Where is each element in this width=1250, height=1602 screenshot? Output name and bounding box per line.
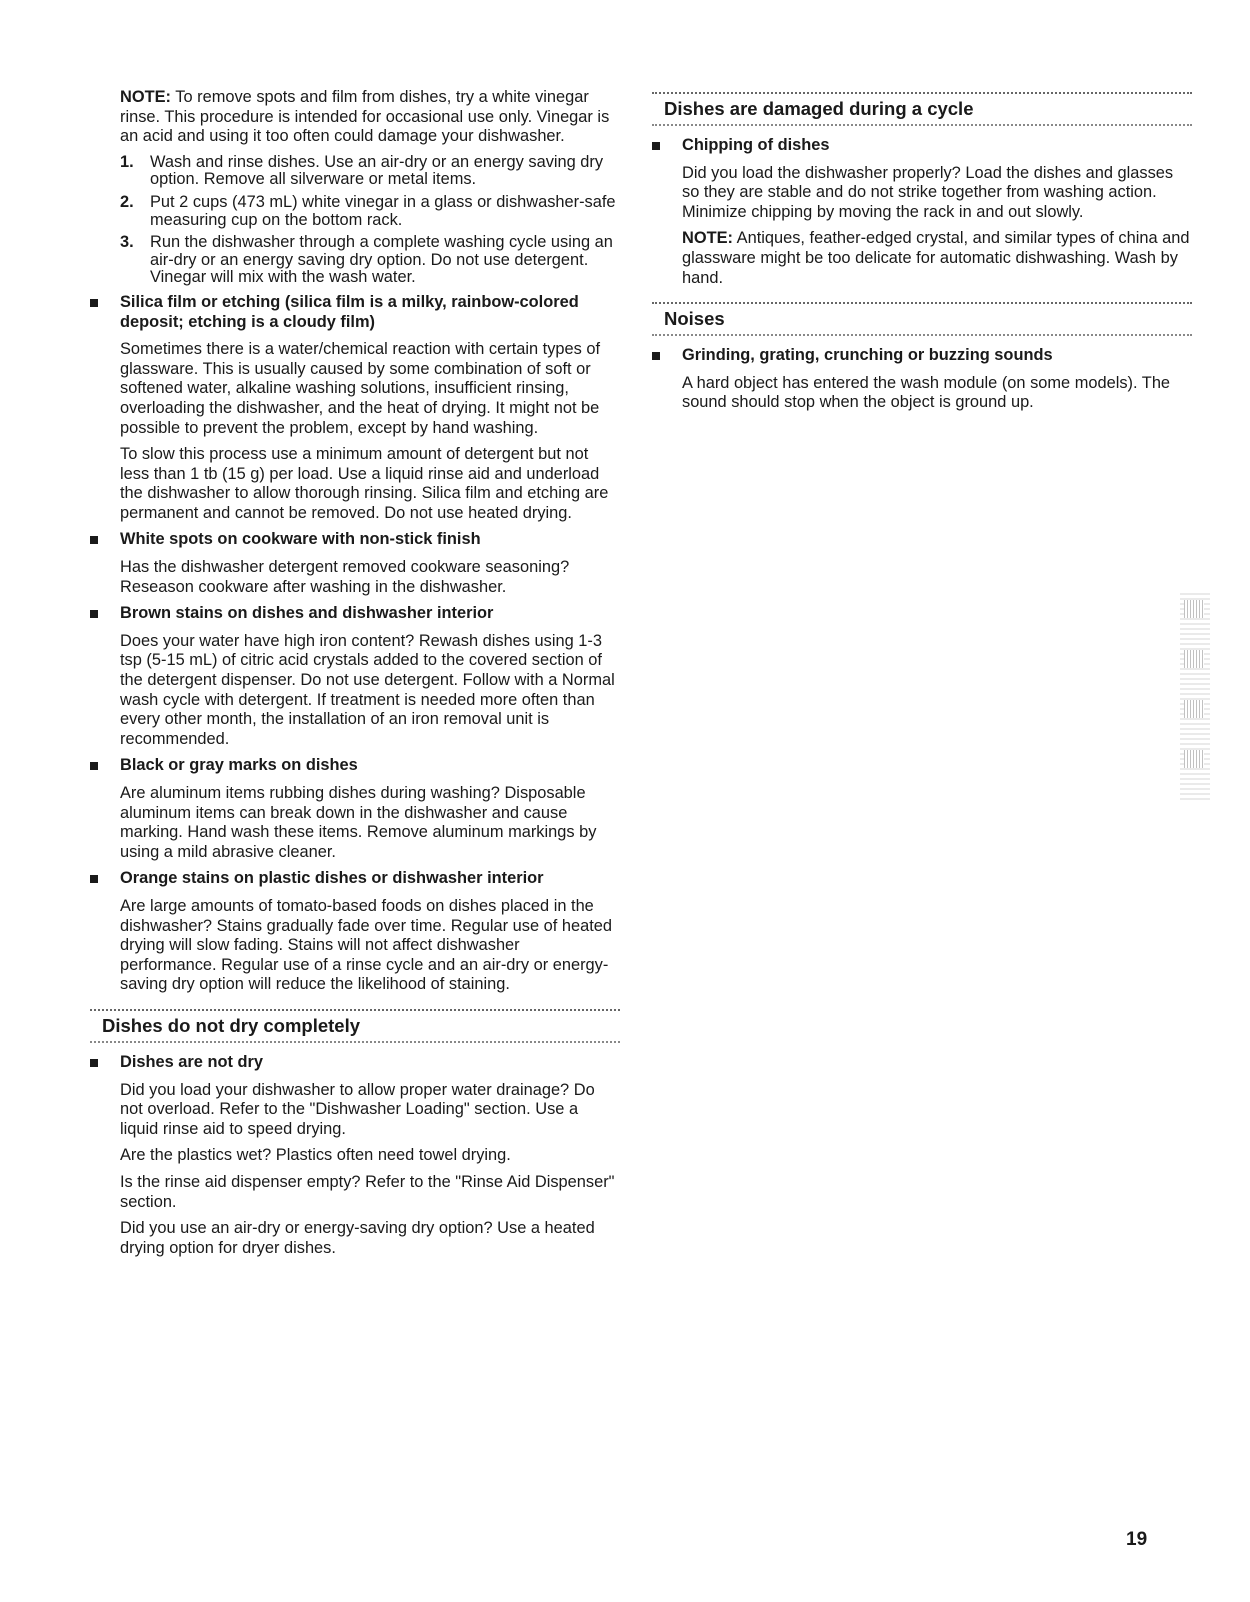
step-text: Run the dishwasher through a complete washing cycle using an air-dry or an energy saving dry option. Do not use detergent. Vinegar will mix with the wash water. (150, 233, 613, 287)
bullet-chipping (652, 136, 1192, 156)
bullet-title: Grinding, grating, crunching or buzzing sounds (682, 346, 1053, 365)
paragraph: To slow this process use a minimum amount of detergent but not less than 1 tb (15 g) per load. Use a liquid rinse aid and underload the dishwasher to allow thorough rinsing. Silica film and etching are permanent and cannot be removed. Do not use heated drying. (120, 445, 609, 522)
paragraph: Sometimes there is a water/chemical reaction with certain types of glassware. This is usually caused by some combination of soft or softened water, alkaline washing solutions, insufficient rinsing, overloading the dishwasher, and the heat of drying. It might not be possible to prevent the problem, except by hand washing. (120, 340, 601, 437)
section-rule (652, 92, 1192, 94)
bullet-not-dry (90, 1053, 620, 1073)
edge-tab-decoration (1180, 590, 1210, 800)
bullet-grinding (652, 346, 1192, 366)
bullet-silica (90, 293, 620, 332)
section-heading: Noises (664, 308, 725, 330)
section-rule (652, 124, 1192, 126)
paragraph: Is the rinse aid dispenser empty? Refer to the "Rinse Aid Dispenser" section. (120, 1172, 615, 1211)
section-rule (652, 302, 1192, 304)
step-text: Wash and rinse dishes. Use an air-dry or an energy saving dry option. Remove all silverware or metal items. (150, 152, 604, 189)
bullet-square-icon (90, 1059, 98, 1067)
paragraph: A hard object has entered the wash module (on some models). The sound should stop when the object is ground up. (682, 373, 1171, 412)
bullet-square-icon (652, 352, 660, 360)
section-rule (90, 1009, 620, 1011)
section-noises (652, 302, 1192, 336)
paragraph: Did you load your dishwasher to allow proper water drainage? Do not overload. Refer to the "Dishwasher Loading" section. Use a liquid rinse aid to speed drying. (120, 1080, 595, 1138)
paragraph: Does your water have high iron content? Rewash dishes using 1-3 tsp (5-15 mL) of citric acid crystals added to the covered section of the detergent dispenser. Do not use detergent. Follow with a Normal wash cycle with detergent. If treatment is needed more often than every other month, the installation of an iron removal unit is recommended. (120, 631, 615, 748)
paragraph: Are large amounts of tomato-based foods on dishes placed in the dishwasher? Stains gradually fade over time. Regular use of heated drying will slow fading. Stains will not affect dishwasher performance. Regular use of a rinse cycle and an air-dry or energy-saving dry option will reduce the likelihood of staining. (120, 896, 613, 994)
left-column (90, 88, 620, 1265)
section-heading: Dishes do not dry completely (102, 1014, 361, 1036)
bullet-title: Chipping of dishes (682, 136, 830, 154)
bullet-title: White spots on cookware with non-stick finish (120, 530, 481, 549)
step-number: 3. (120, 233, 134, 252)
bullet-square-icon (652, 142, 660, 150)
bullet-title: Orange stains on plastic dishes or dishwasher interior (120, 869, 544, 888)
paragraph: Did you load the dishwasher properly? Load the dishes and glasses so they are stable and do not strike together from washing action. Minimize chipping by moving the rack in and out slowly. (682, 163, 1174, 221)
section-rule (652, 334, 1192, 336)
note-label: NOTE: (682, 229, 733, 248)
step-item (120, 194, 620, 229)
step-item (120, 154, 620, 189)
right-column (652, 88, 1192, 420)
bullet-title: Brown stains on dishes and dishwasher interior (120, 604, 494, 623)
section-damaged (652, 92, 1192, 126)
paragraph: Are the plastics wet? Plastics often need towel drying. (120, 1146, 511, 1165)
bullet-square-icon (90, 610, 98, 618)
bullet-square-icon (90, 299, 98, 307)
chipping-note (682, 229, 1192, 288)
paragraph: Are aluminum items rubbing dishes during washing? Disposable aluminum items can break down in the dishwasher and cause marking. Hand wash these items. Remove aluminum markings by using a mild abrasive cleaner. (120, 784, 597, 861)
bullet-square-icon (90, 875, 98, 883)
note-label: NOTE: (120, 88, 171, 106)
step-item (120, 234, 620, 287)
edge-mark (1184, 600, 1204, 618)
note-text: To remove spots and film from dishes, try a white vinegar rinse. This procedure is intended for occasional use only. Vinegar is an acid and using it too often could damage your dishwasher. (120, 88, 610, 146)
bullet-title: Black or gray marks on dishes (120, 756, 358, 775)
bullet-title: Silica film or etching (silica film is a milky, rainbow-colored deposit; etching is a cloudy film) (120, 292, 579, 331)
step-text: Put 2 cups (473 mL) white vinegar in a glass or dishwasher-safe measuring cup on the bottom rack. (150, 192, 616, 229)
bullet-brown-stains (90, 604, 620, 624)
step-number: 2. (120, 192, 134, 211)
edge-mark (1184, 700, 1204, 718)
bullet-black-marks (90, 756, 620, 776)
edge-mark (1184, 750, 1204, 768)
bullet-square-icon (90, 762, 98, 770)
page-number: 19 (1126, 1529, 1148, 1550)
section-rule (90, 1041, 620, 1043)
bullet-square-icon (90, 536, 98, 544)
note-text: Antiques, feather-edged crystal, and similar types of china and glassware might be too delicate for automatic dishwashing. Wash by hand. (682, 229, 1190, 287)
step-number: 1. (120, 152, 134, 171)
vinegar-steps (120, 154, 620, 287)
paragraph: Did you use an air-dry or energy-saving dry option? Use a heated drying option for dryer dishes. (120, 1219, 595, 1257)
section-dry (90, 1009, 620, 1043)
bullet-title: Dishes are not dry (120, 1052, 264, 1071)
paragraph: Has the dishwasher detergent removed cookware seasoning? Reseason cookware after washing in the dishwasher. (120, 558, 570, 596)
bullet-orange-stains (90, 869, 620, 889)
vinegar-note (120, 88, 620, 147)
section-heading: Dishes are damaged during a cycle (664, 98, 974, 119)
bullet-white-spots (90, 530, 620, 550)
edge-mark (1184, 650, 1204, 668)
